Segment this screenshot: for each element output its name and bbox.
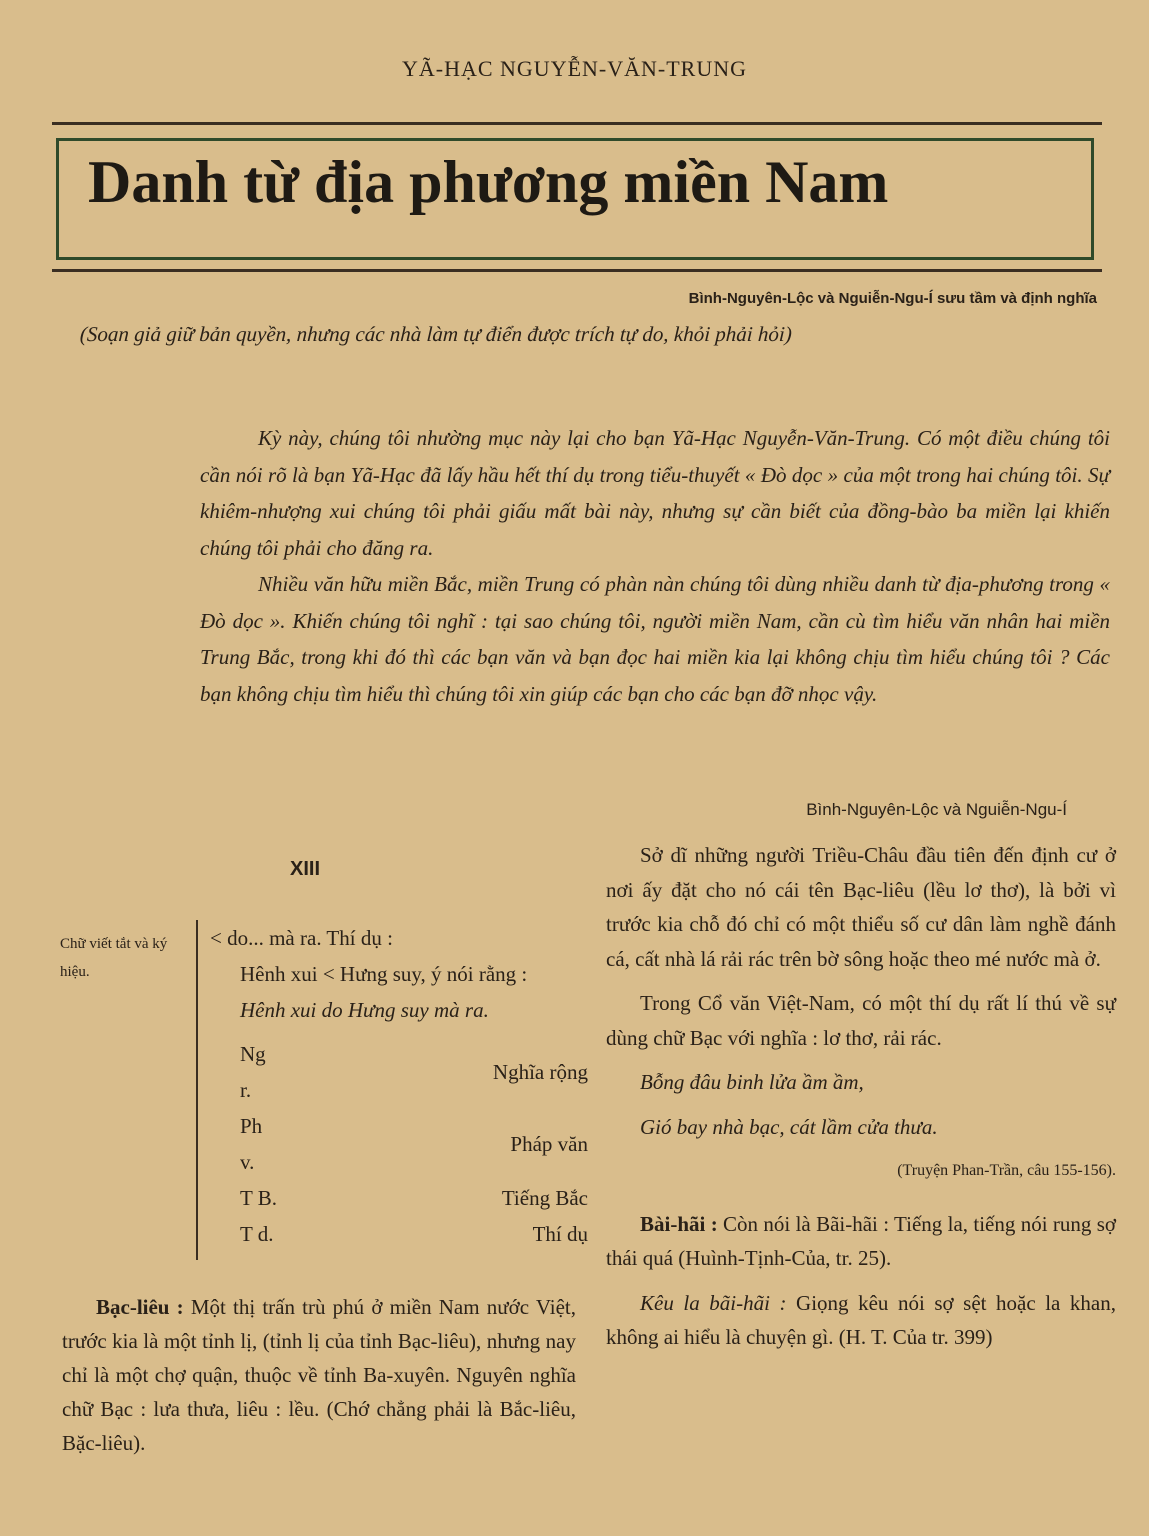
abbr-example-1: Hênh xui < Hưng suy, ý nói rằng : [240,962,528,986]
title-frame [52,122,1102,272]
abbr-intro: < do... mà ra. Thí dụ : [210,926,393,950]
entry-text: Một thị trấn trù phú ở miền Nam nước Việt, trước kia là một tỉnh lị, (tỉnh lị của tỉnh Bạc-liêu), nhưng nay chỉ là một chợ quận, thuộc về tỉnh Ba-xuyên. Nguyên nghĩa chữ Bạc : lưa thưa, liêu : lều. (Chớ chẳng phải là Bắc-liêu, Bặc-liêu). [62,1295,577,1455]
abbr-example-2: Hênh xui do Hưng suy mà ra. [240,998,489,1022]
abbr-cell: T B. [240,1186,277,1210]
table-row [210,1108,588,1180]
intro-signature: Bình-Nguyên-Lộc và Nguiễn-Ngu-Í [806,800,1067,819]
table-row [210,1036,588,1108]
right-paragraph-1: Sở dĩ những người Triều-Châu đầu tiên đến định cư ở nơi ấy đặt cho nó cái tên Bạc-liêu (lều lơ thơ), là bởi vì trước kia chỗ đó chỉ có một thiểu số cư dân làm nghề đánh cá, cất nhà lá rải rác trên bờ sông hoặc theo mé nước mà ở. [606,843,1116,971]
verse-line-1: Bỗng đâu binh lửa ầm ầm, [640,1070,864,1094]
abbr-full-cell: Thí dụ [532,1222,588,1246]
intro-section [200,420,1110,712]
abbr-cell: Ng r. [240,1042,266,1102]
abbr-cell: Ph v. [240,1114,263,1174]
abbr-full-cell: Pháp văn [510,1132,588,1156]
article-title: Danh từ địa phương miền Nam [88,149,889,215]
entry-term: Bài-hãi : [640,1211,718,1236]
intro-paragraph-2: Nhiều văn hữu miền Bắc, miền Trung có phàn nàn chúng tôi dùng nhiều danh từ địa-phương trong « Đò dọc ». Khiến chúng tôi nghĩ : tại sao chúng tôi, người miền Nam, cần cù tìm hiểu văn nhân hai miền Trung Bắc, trong khi đó thì các bạn văn và bạn đọc hai miền kia lại không chịu tìm hiểu chúng tôi ? Các bạn không chịu tìm hiểu thì chúng tôi xin giúp các bạn cho các bạn đỡ nhọc vậy. [200,572,1110,706]
right-column [606,838,1116,1365]
verse-line-2: Gió bay nhà bạc, cát lầm cửa thưa. [640,1114,938,1139]
author-header: YÃ-HẠC NGUYỄN-VĂN-TRUNG [401,56,748,81]
abbr-full-cell: Tiếng Bắc [501,1186,588,1210]
side-note: Chữ viết tắt và ký hiệu. [60,936,168,980]
entry-term: Kêu la bãi-hãi : [640,1290,787,1315]
entry-text: Còn nói là Bãi-hãi : Tiếng la, tiếng nói rung sợ thái quá (Huình-Tịnh-Của, tr. 25). [606,1211,1117,1270]
entry-bai-hai [606,1207,1116,1276]
abbr-cell: T d. [240,1222,274,1246]
right-paragraph-2: Trong Cổ văn Việt-Nam, có một thí dụ rất lí thú về sự dùng chữ Bạc với nghĩa : lơ thơ, rải rác. [606,991,1116,1050]
abbr-full-cell: Nghĩa rộng [492,1060,588,1084]
copyright-note: (Soạn giả giữ bản quyền, nhưng các nhà làm tự điển được trích tự do, khỏi phải hỏi) [79,322,793,346]
left-column [62,1290,576,1470]
entry-bac-lieu [62,1290,576,1460]
entry-term: Bạc-liêu : [96,1295,184,1319]
table-row [210,1180,588,1216]
verse-source: (Truyện Phan-Trần, câu 155-156). [897,1162,1116,1179]
intro-paragraph-1: Kỳ này, chúng tôi nhường mục này lại cho bạn Yã-Hạc Nguyễn-Văn-Trung. Có một điều chúng tôi cần nói rõ là bạn Yã-Hạc đã lấy hầu hết thí dụ trong tiểu-thuyết « Đò dọc » của một trong hai chúng tôi. Sự khiêm-nhượng xui chúng tôi phải giấu mất bài này, nhưng sự cần biết của đồng-bào ba miền lại khiến chúng tôi phải cho đăng ra. [200,426,1110,560]
entry-text: Giọng kêu nói sợ sệt hoặc la khan, không ai hiểu là chuyện gì. (H. T. Của tr. 399) [606,1290,1116,1349]
abbreviation-block [196,920,588,1260]
section-number: XIII [290,858,321,880]
byline: Bình-Nguyên-Lộc và Nguiễn-Ngu-Í sưu tầm và định nghĩa [688,290,1097,307]
abbreviation-table [210,1036,588,1252]
entry-keu-la-bai-hai [606,1286,1116,1355]
table-row [210,1216,588,1252]
